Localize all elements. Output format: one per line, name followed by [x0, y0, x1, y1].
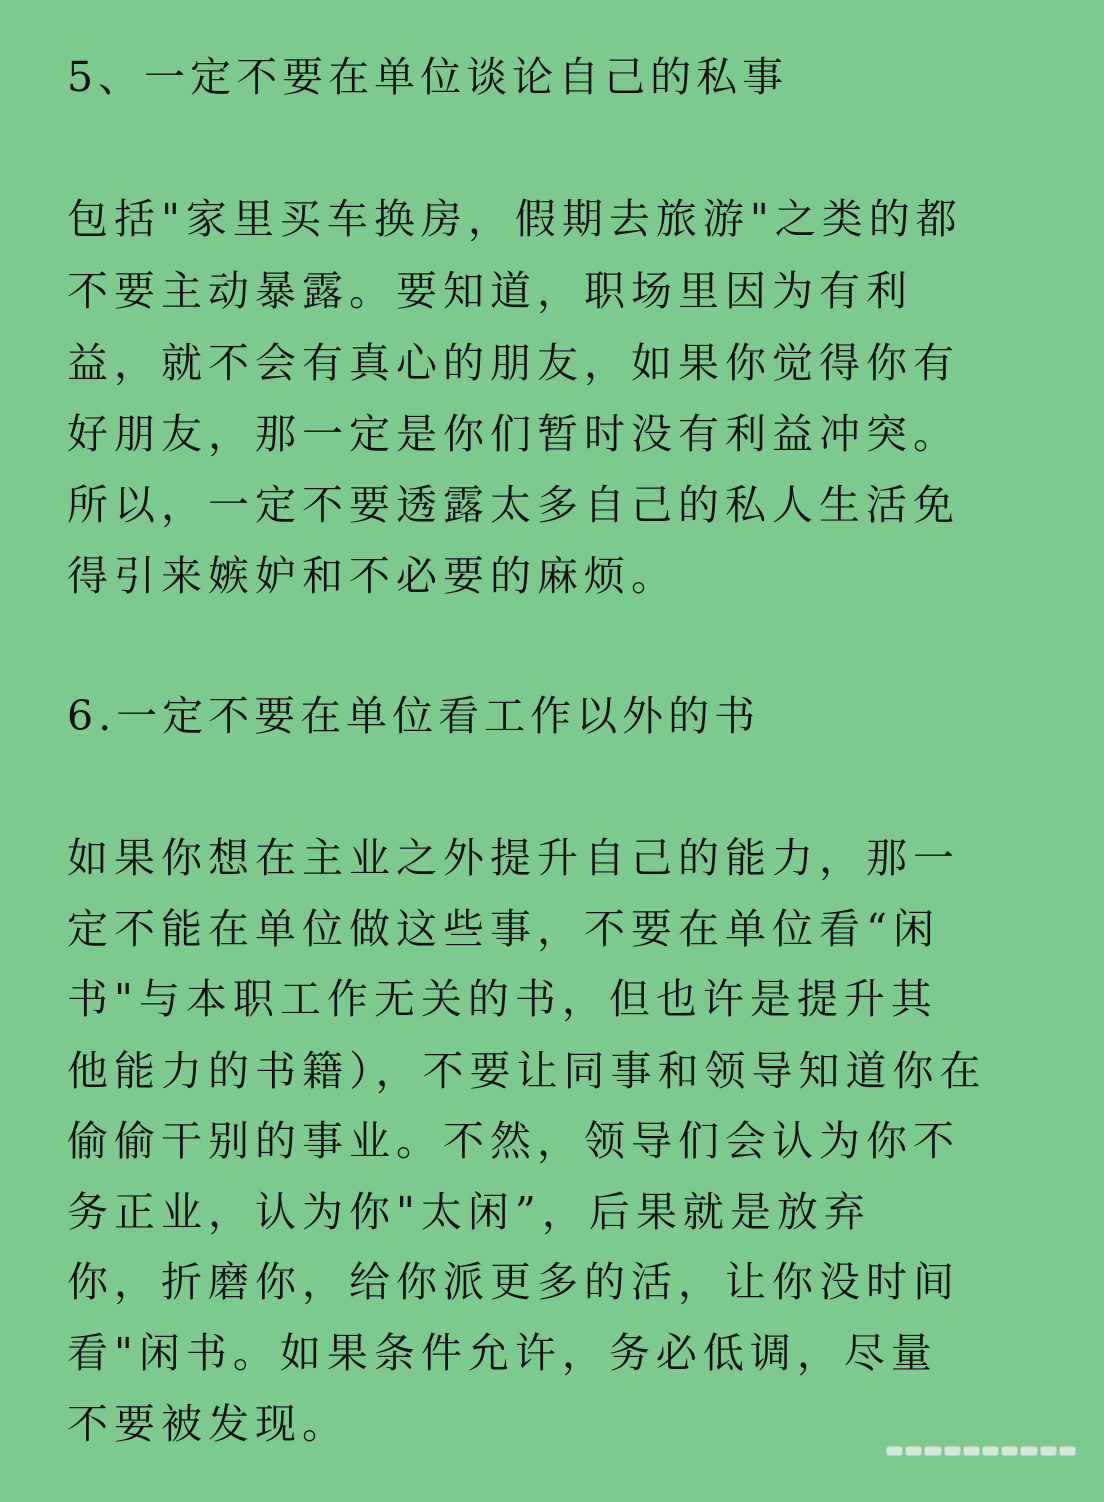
watermark-segment: [944, 1446, 961, 1456]
section-6-line-6: 务正业，认为你"太闲”，后果就是放弃: [67, 1188, 871, 1236]
watermark-segment: [982, 1446, 999, 1456]
section-5-line-3: 益，就不会有真心的朋友，如果你觉得你有: [67, 339, 960, 387]
section-5-line-6: 得引来嫉妒和不必要的麻烦。: [67, 552, 678, 600]
section-6-line-4: 他能力的书籍），不要让同事和领导知道你在: [67, 1047, 987, 1095]
section-6-line-3: 书"与本职工作无关的书，但也许是提升其: [67, 975, 938, 1023]
section-6-line-1: 如果你想在主业之外提升自己的能力，那一: [67, 834, 960, 882]
section-5-line-1: 包括"家里买车换房，假期去旅游"之类的都: [67, 195, 963, 243]
section-6-line-5: 偷偷干别的事业。不然，领导们会认为你不: [67, 1117, 960, 1165]
section-5-line-2: 不要主动暴露。要知道，职场里因为有利: [67, 267, 913, 315]
section-6-line-7: 你，折磨你，给你派更多的活，让你没时间: [67, 1258, 960, 1306]
section-6-line-2: 定不能在单位做这些事，不要在单位看“闲: [67, 905, 940, 953]
section-6-line-9: 不要被发现。: [67, 1400, 349, 1448]
section-5-line-5: 所以，一定不要透露太多自己的私人生活免: [67, 481, 960, 529]
watermark-segment: [1059, 1446, 1076, 1456]
watermark-segment: [1040, 1446, 1057, 1456]
watermark-segment: [924, 1446, 941, 1456]
section-6-heading: 6.一定不要在单位看工作以外的书: [67, 692, 761, 740]
watermark-segment: [963, 1446, 980, 1456]
section-5-line-4: 好朋友，那一定是你们暂时没有利益冲突。: [67, 410, 960, 458]
section-5-heading: 5、一定不要在单位谈论自己的私事: [67, 53, 789, 101]
section-6-line-8: 看"闲书。如果条件允许，务必低调，尽量: [67, 1329, 938, 1377]
watermark-decoration: [886, 1444, 1076, 1458]
watermark-segment: [1020, 1446, 1037, 1456]
watermark-segment: [886, 1446, 903, 1456]
watermark-segment: [1001, 1446, 1018, 1456]
watermark-segment: [905, 1446, 922, 1456]
